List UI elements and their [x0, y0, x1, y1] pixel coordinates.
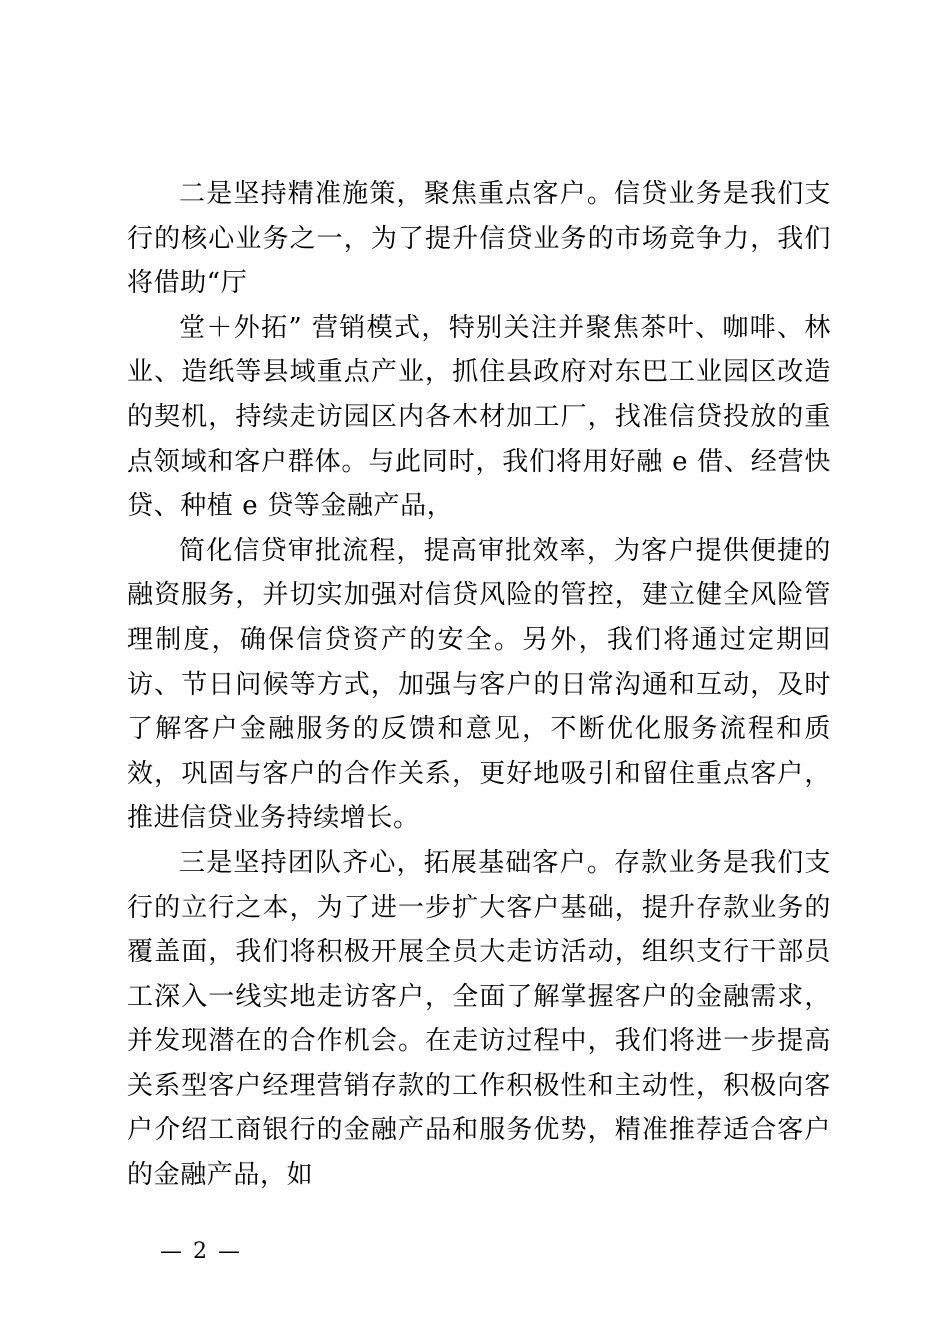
- document-body: [127, 172, 831, 1198]
- paragraph-credit-strategy: 二是坚持精准施策，聚焦重点客户。信贷业务是我们支行的核心业务之一，为了提升信贷业务的市场竞争力，我们将借助“厅: [127, 179, 831, 299]
- paragraph-approval-process: 简化信贷审批流程，提高审批效率，为客户提供便捷的融资服务，并切实加强对信贷风险的管控，建立健全风险管理制度，确保信贷资产的安全。另外，我们将通过定期回访、节日问候等方式，加强与客户的日常沟通和互动，及时了解客户金融服务的反馈和意见，不断优化服务流程和质效，巩固与客户的合作关系，更好地吸引和留住重点客户，推进信贷业务持续增长。: [127, 535, 831, 834]
- paragraph-marketing-mode: 堂＋外拓” 营销模式，特别关注并聚焦茶叶、咖啡、林业、造纸等县域重点产业，抓住县政府对东巴工业园区改造的契机，持续走访园区内各木材加工厂，找准信贷投放的重点领域和客户群体。与此同时，我们将用好融 e 借、经营快贷、种植 e 贷等金融产品，: [127, 312, 831, 522]
- page-number: — 2 —: [160, 1239, 242, 1264]
- paragraph-deposit-strategy: 三是坚持团队齐心，拓展基础客户。存款业务是我们支行的立行之本，为了进一步扩大客户基础，提升存款业务的覆盖面，我们将积极开展全员大走访活动，组织支行干部员工深入一线实地走访客户，全面了解掌握客户的金融需求，并发现潜在的合作机会。在走访过程中，我们将进一步提高关系型客户经理营销存款的工作积极性和主动性，积极向客户介绍工商银行的金融产品和服务优势，精准推荐适合客户的金融产品，如: [127, 847, 831, 1191]
